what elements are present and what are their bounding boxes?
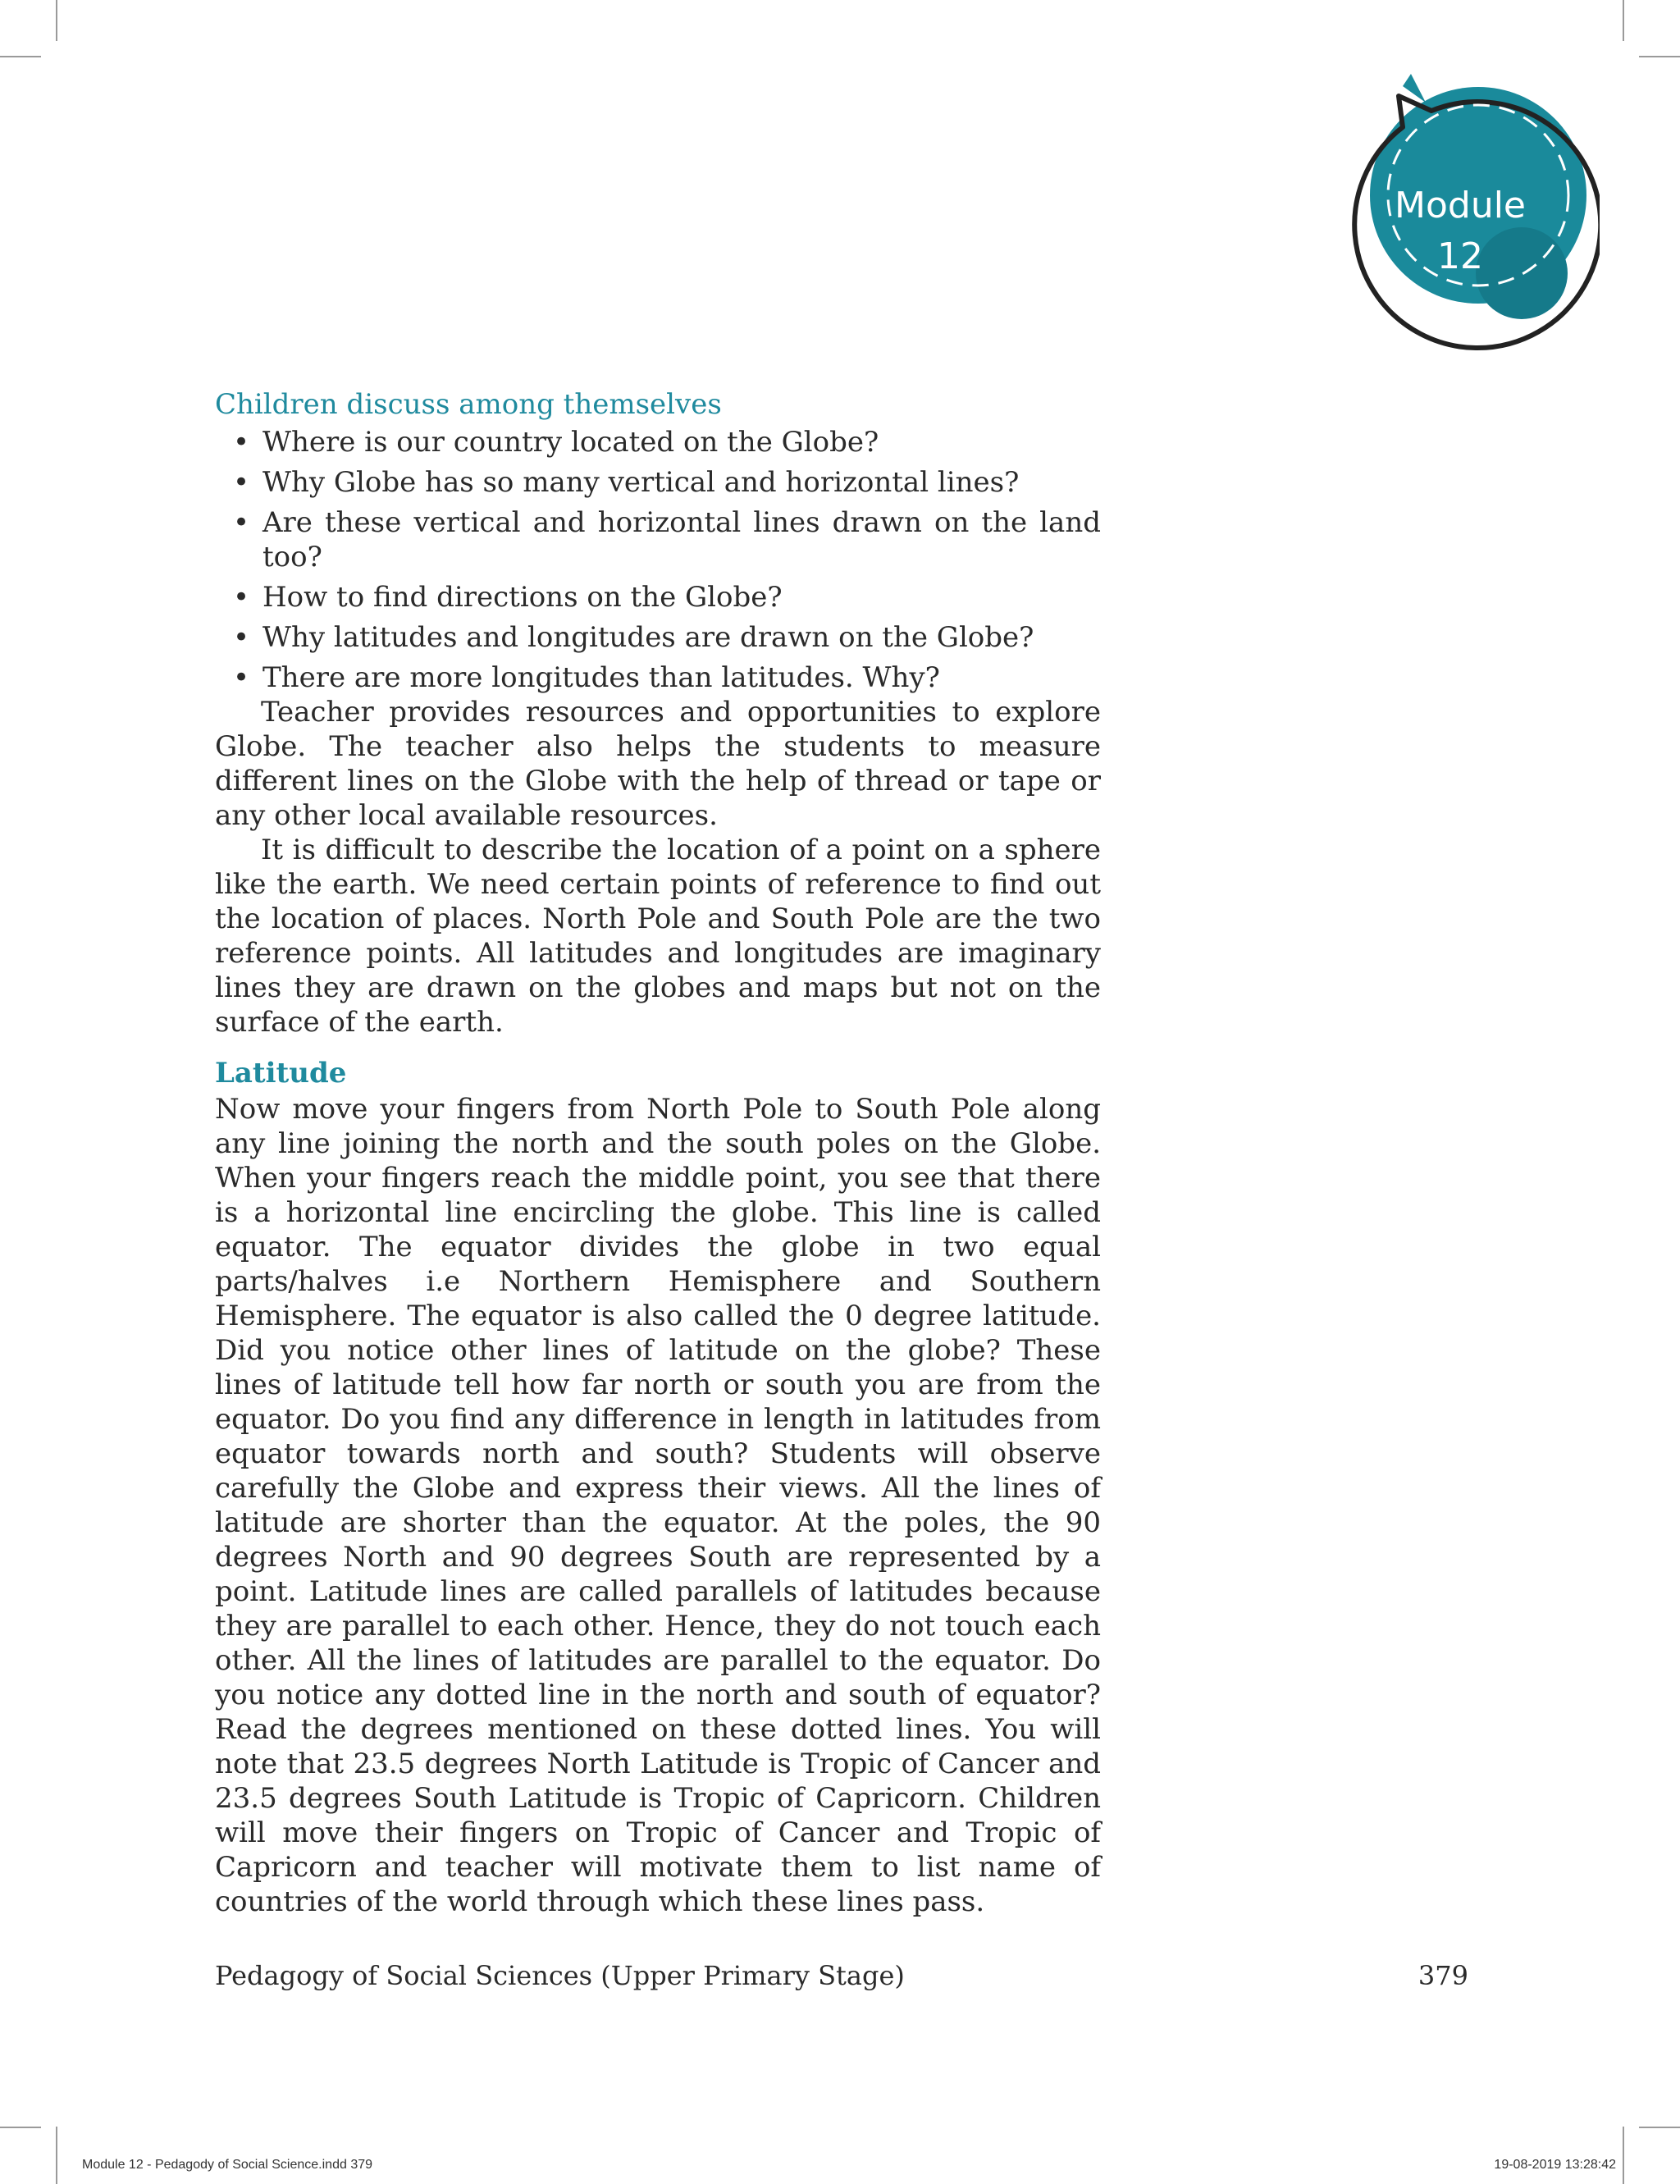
crop-mark-bottom-left-h: [0, 2127, 41, 2128]
crop-mark-bottom-right-h: [1639, 2127, 1680, 2128]
list-item: • There are more longitudes than latitudes. Why?: [233, 661, 940, 694]
paragraph-reference-points: It is difficult to describe the location of a point on a sphere like the earth. We need certain points of reference to find out the location of places. North Pole and South Pole are the two reference points. All latitudes and longitudes are imaginary lines they are drawn on the globes and maps but not on the surface of the earth.: [215, 834, 1101, 1039]
crop-mark-bottom-right-v: [1623, 2127, 1624, 2184]
discussion-heading: Children discuss among themselves: [215, 388, 722, 421]
page-number: 379: [1418, 1960, 1468, 1991]
list-item: • Why Globe has so many vertical and horizontal lines?: [233, 466, 1020, 499]
print-slug-filename: Module 12 - Pedagody of Social Science.indd 379: [82, 2158, 373, 2172]
crop-mark-top-right-h: [1639, 56, 1680, 57]
module-badge-number: 12: [1437, 235, 1483, 277]
module-badge-title: Module: [1395, 185, 1526, 226]
list-item: • Are these vertical and horizontal lines drawn on the land too?: [233, 506, 1101, 573]
list-item: • Where is our country located on the Globe?: [233, 426, 879, 459]
discussion-question-list: [215, 425, 1101, 695]
bullet-icon: •: [233, 426, 250, 459]
bullet-icon: •: [233, 661, 250, 694]
print-slug-timestamp: 19-08-2019 13:28:42: [1494, 2158, 1616, 2172]
paragraph-latitude: Now move your fingers from North Pole to South Pole along any line joining the north and the south poles on the Globe. When your fingers reach the middle point, you see that there is a horizontal line encircling the globe. This line is called equator. The equator divides the globe in two equal parts/halves i.e Northern Hemisphere and Southern Hemisphere. The equator is also called the 0 degree latitude. Did you notice other lines of latitude on the globe? These lines of latitude tell how far north or south you are from the equator. Do you find any difference in length in latitudes from equator towards north and south? Students will observe carefully the Globe and express their views. All the lines of latitude are shorter than the equator. At the poles, the 90 degrees North and 90 degrees South are represented by a point. Latitude lines are called parallels of latitudes because they are parallel to each other. Hence, they do not touch each other. All the lines of latitudes are parallel to the equator. Do you notice any dotted line in the north and south of equator? Read the degrees mentioned on these dotted lines. You will note that 23.5 degrees North Latitude is Tropic of Cancer and 23.5 degrees South Latitude is Tropic of Capricorn. Children will move their fingers on Tropic of Cancer and Tropic of Capricorn and teacher will motivate them to list name of countries of the world through which these lines pass.: [215, 1093, 1101, 1918]
bullet-icon: •: [233, 621, 250, 654]
list-item: • Why latitudes and longitudes are drawn on the Globe?: [233, 621, 1034, 654]
bullet-icon: •: [233, 466, 250, 499]
crop-mark-bottom-left-v: [56, 2127, 57, 2184]
bullet-icon: •: [233, 506, 250, 539]
latitude-heading: Latitude: [215, 1057, 347, 1090]
crop-mark-top-left-h: [0, 56, 41, 57]
module-badge-label: [1333, 180, 1587, 282]
main-content: [215, 386, 1101, 1919]
crop-mark-top-right-v: [1623, 0, 1624, 41]
bullet-icon: •: [233, 581, 250, 614]
crop-mark-top-left-v: [56, 0, 57, 41]
paragraph-teacher-resources: Teacher provides resources and opportunities to explore Globe. The teacher also helps the students to measure different lines on the Globe with the help of thread or tape or any other local available resources.: [215, 696, 1101, 832]
list-item: • How to find directions on the Globe?: [233, 581, 783, 614]
footer-book-title: Pedagogy of Social Sciences (Upper Primary Stage): [215, 1960, 905, 1991]
